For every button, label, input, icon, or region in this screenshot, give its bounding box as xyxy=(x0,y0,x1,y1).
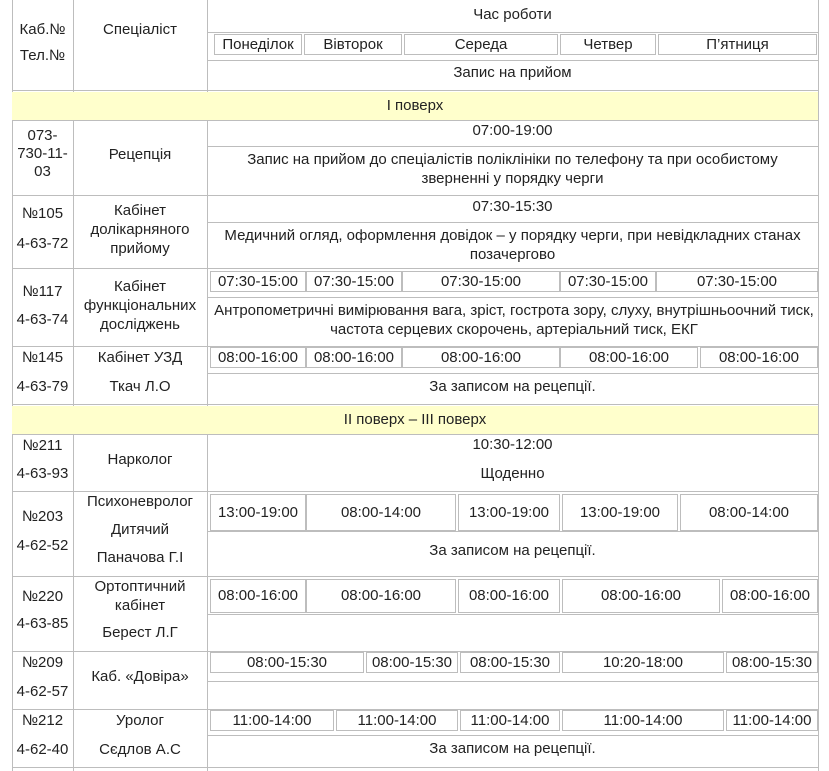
day-hours: 08:00-16:00 xyxy=(210,579,306,613)
room-doctor: Берест Л.Г xyxy=(102,624,178,641)
header-tel-label: Тел.№ xyxy=(19,47,66,64)
day-hours: 10:20-18:00 xyxy=(562,652,724,673)
day-hours: 13:00-19:00 xyxy=(458,494,560,531)
day-hours: 08:00-15:30 xyxy=(210,652,364,673)
day-hours: 11:00-14:00 xyxy=(460,710,560,731)
reception-note: Запис на прийом до спеціалістів поліклініки по телефону та при особистому зверненні у порядку черги xyxy=(247,151,778,187)
header-day: Вівторок xyxy=(304,34,402,55)
room-number: №211 xyxy=(22,437,63,454)
room-note: Щоденно xyxy=(480,465,545,482)
header-appointment: Запис на прийом xyxy=(453,64,572,81)
room-note: Антропометричні вимірювання вага, зріст, гострота зору, слуху, внутрішньоочний тиск, частота серцевих скорочень, артеріальний тиск, ЕКГ xyxy=(214,302,814,338)
room-number: №220 xyxy=(21,588,64,605)
room-doctor: Паначова Г.І xyxy=(96,549,184,566)
day-hours: 07:30-15:00 xyxy=(402,271,560,292)
room-phone: 4-63-72 xyxy=(16,235,69,252)
room-name: Каб. «Довіра» xyxy=(91,668,189,685)
day-hours: 08:00-14:00 xyxy=(306,494,456,531)
room-number: №212 xyxy=(21,712,64,729)
room-note: Медичний огляд, оформлення довідок – у порядку черги, при невідкладних станах позачергово xyxy=(224,227,801,263)
day-hours: 08:00-16:00 xyxy=(306,347,402,368)
day-hours: 08:00-15:30 xyxy=(726,652,818,673)
room-doctor: Сєдлов А.С xyxy=(99,741,181,758)
room-name: Дитячий xyxy=(110,521,170,538)
day-hours: 08:00-16:00 xyxy=(210,347,306,368)
reception-hours: 07:00-19:00 xyxy=(472,122,553,139)
day-hours: 08:00-16:00 xyxy=(722,579,818,613)
day-hours: 13:00-19:00 xyxy=(210,494,306,531)
header-specialist: Спеціаліст xyxy=(102,21,178,38)
day-hours: 08:00-16:00 xyxy=(306,579,456,613)
header-day: Четвер xyxy=(560,34,656,55)
day-hours: 08:00-16:00 xyxy=(458,579,560,613)
header-day: Середа xyxy=(404,34,558,55)
room-name: Кабінет долікарняного прийому xyxy=(90,202,190,257)
day-hours: 07:30-15:00 xyxy=(656,271,818,292)
room-note: За записом на рецепції. xyxy=(429,378,596,395)
day-hours: 13:00-19:00 xyxy=(562,494,678,531)
room-phone: 4-63-93 xyxy=(16,465,69,482)
day-hours: 11:00-14:00 xyxy=(210,710,334,731)
room-phone: 4-62-52 xyxy=(16,537,69,554)
table-border xyxy=(818,0,819,771)
room-note: За записом на рецепції. xyxy=(429,542,596,559)
room-note: За записом на рецепції. xyxy=(429,740,596,757)
floor-label: II поверх – III поверх xyxy=(12,406,818,434)
room-phone: 4-63-79 xyxy=(16,378,69,395)
room-number: №145 xyxy=(21,349,64,366)
floor-label: I поверх xyxy=(12,92,818,120)
day-hours: 08:00-15:30 xyxy=(460,652,560,673)
day-hours: 07:30-15:00 xyxy=(210,271,306,292)
room-phone: 4-63-85 xyxy=(16,615,69,632)
day-hours: 07:30-15:00 xyxy=(306,271,402,292)
day-hours: 08:00-16:00 xyxy=(560,347,698,368)
header-cab-label: Каб.№ xyxy=(19,21,66,38)
day-hours: 11:00-14:00 xyxy=(562,710,724,731)
day-hours: 08:00-16:00 xyxy=(402,347,560,368)
room-number: №117 xyxy=(22,283,63,300)
day-hours: 08:00-16:00 xyxy=(700,347,818,368)
day-hours: 08:00-16:00 xyxy=(562,579,720,613)
room-name: Ортоптичний кабінет xyxy=(94,578,186,614)
room-name: Психоневролог xyxy=(86,493,194,510)
room-name: Нарколог xyxy=(107,451,173,468)
header-day: П’ятниця xyxy=(658,34,817,55)
header-work-time: Час роботи xyxy=(473,6,552,23)
room-name: Кабінет функціональних досліджень xyxy=(83,278,197,333)
room-phone: 4-63-74 xyxy=(16,311,69,328)
day-hours: 11:00-14:00 xyxy=(726,710,818,731)
room-name: Уролог xyxy=(116,712,164,729)
reception-name: Рецепція xyxy=(108,146,172,163)
room-hours: 07:30-15:30 xyxy=(472,198,553,215)
day-hours: 07:30-15:00 xyxy=(560,271,656,292)
room-phone: 4-62-40 xyxy=(16,741,69,758)
room-number: №209 xyxy=(21,654,64,671)
room-number: №105 xyxy=(21,205,64,222)
day-hours: 08:00-15:30 xyxy=(366,652,458,673)
room-name: Кабінет УЗД xyxy=(97,349,183,366)
day-hours: 08:00-14:00 xyxy=(680,494,818,531)
header-day: Понеділок xyxy=(214,34,302,55)
room-doctor: Ткач Л.О xyxy=(109,378,171,395)
room-hours: 10:30-12:00 xyxy=(472,436,553,453)
reception-phone: 073- 730-11- 03 xyxy=(17,127,68,180)
day-hours: 11:00-14:00 xyxy=(336,710,458,731)
room-phone: 4-62-57 xyxy=(16,683,69,700)
room-number: №203 xyxy=(21,508,64,525)
